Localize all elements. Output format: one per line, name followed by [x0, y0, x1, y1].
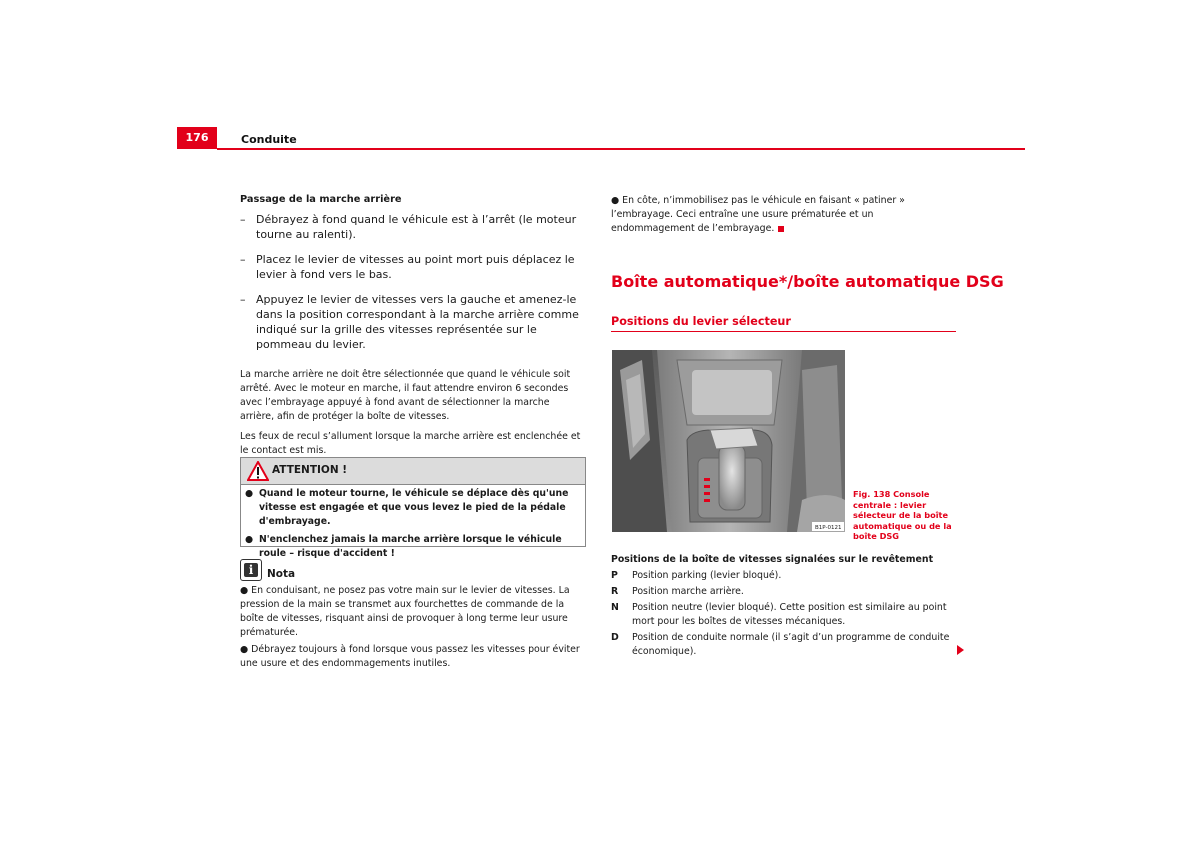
gear-selector-figure: [612, 350, 845, 532]
subsection-title: Positions du levier sélecteur: [611, 315, 791, 328]
continue-arrow-icon: [957, 645, 964, 655]
subsection-rule: [611, 331, 956, 332]
warning-title: ATTENTION !: [272, 464, 348, 476]
reverse-gear-heading: Passage de la marche arrière: [240, 194, 402, 205]
step-item: – Placez le levier de vitesses au point mort puis déplacez le levier à fond vers le bas.: [240, 253, 575, 281]
nota-title: Nota: [267, 568, 296, 580]
section-title: Boîte automatique*/boîte automatique DSG: [611, 272, 1004, 291]
reverse-note-paragraph: La marche arrière ne doit être sélectionnée que quand le véhicule soit arrêté. Avec le moteur en marche, il faut attendre environ 6 secondes avec l’embrayage appuyé à fond avant de sélectionner la marche arrière, afin de protéger la boîte de vitesses.: [240, 369, 571, 422]
position-item-n: N Position neutre (levier bloqué). Cette position est similaire au point mort pour les boîtes de vitesses mécaniques.: [611, 602, 947, 627]
reverse-lights-paragraph: Les feux de recul s’allument lorsque la marche arrière est enclenchée et le contact est mis.: [240, 431, 581, 456]
chapter-title: Conduite: [241, 133, 297, 146]
positions-list: [611, 569, 961, 661]
left-column: [240, 194, 585, 464]
warning-header: [241, 458, 585, 485]
nota-item: ● Débrayez toujours à fond lorsque vous passez les vitesses pour éviter une usure et des endommagements inutiles.: [240, 644, 580, 669]
warning-item: ● N'enclenchez jamais la marche arrière lorsque le véhicule roule – risque d'accident !: [245, 534, 562, 559]
figure-caption: Fig. 138 Console centrale : levier sélecteur de la boîte automatique ou de la boîte DSG: [853, 489, 952, 542]
warning-box: [240, 457, 586, 559]
step-item: – Débrayez à fond quand le véhicule est à l’arrêt (le moteur tourne au ralenti).: [240, 213, 577, 241]
figure-code: B1P-0121: [815, 525, 842, 531]
warning-item: ● Quand le moteur tourne, le véhicule se déplace dès qu'une vitesse est engagée et que vous levez le pied de la pédale d'embrayage.: [245, 488, 569, 527]
nota-list: [240, 584, 585, 674]
position-item-d: D Position de conduite normale (il s’agit d’un programme de conduite économique).: [611, 632, 950, 657]
page-number: 176: [177, 127, 217, 149]
header-rule: [217, 148, 1025, 150]
step-item: – Appuyez le levier de vitesses vers la gauche et amenez-le dans la position correspondant à la marche arrière comme indiqué sur la grille des vitesses représentée sur le pommeau du levier.: [240, 293, 579, 351]
position-item-r: R Position marche arrière.: [611, 586, 744, 597]
info-icon: i: [240, 559, 262, 581]
end-of-section-marker: [778, 226, 784, 232]
hill-note: ● En côte, n’immobilisez pas le véhicule en faisant « patiner » l’embrayage. Ceci entraîne une usure prématurée et un endommagement de l’embrayage.: [611, 195, 905, 234]
positions-heading: Positions de la boîte de vitesses signalées sur le revêtement: [611, 554, 934, 565]
position-item-p: P Position parking (levier bloqué).: [611, 570, 782, 581]
warning-triangle-icon: [247, 461, 269, 481]
nota-item: ● En conduisant, ne posez pas votre main sur le levier de vitesses. La pression de la main se transmet aux fourchettes de commande de la boîte de vitesses, risquant ainsi de provoquer à long terme leur usure prématurée.: [240, 585, 570, 638]
